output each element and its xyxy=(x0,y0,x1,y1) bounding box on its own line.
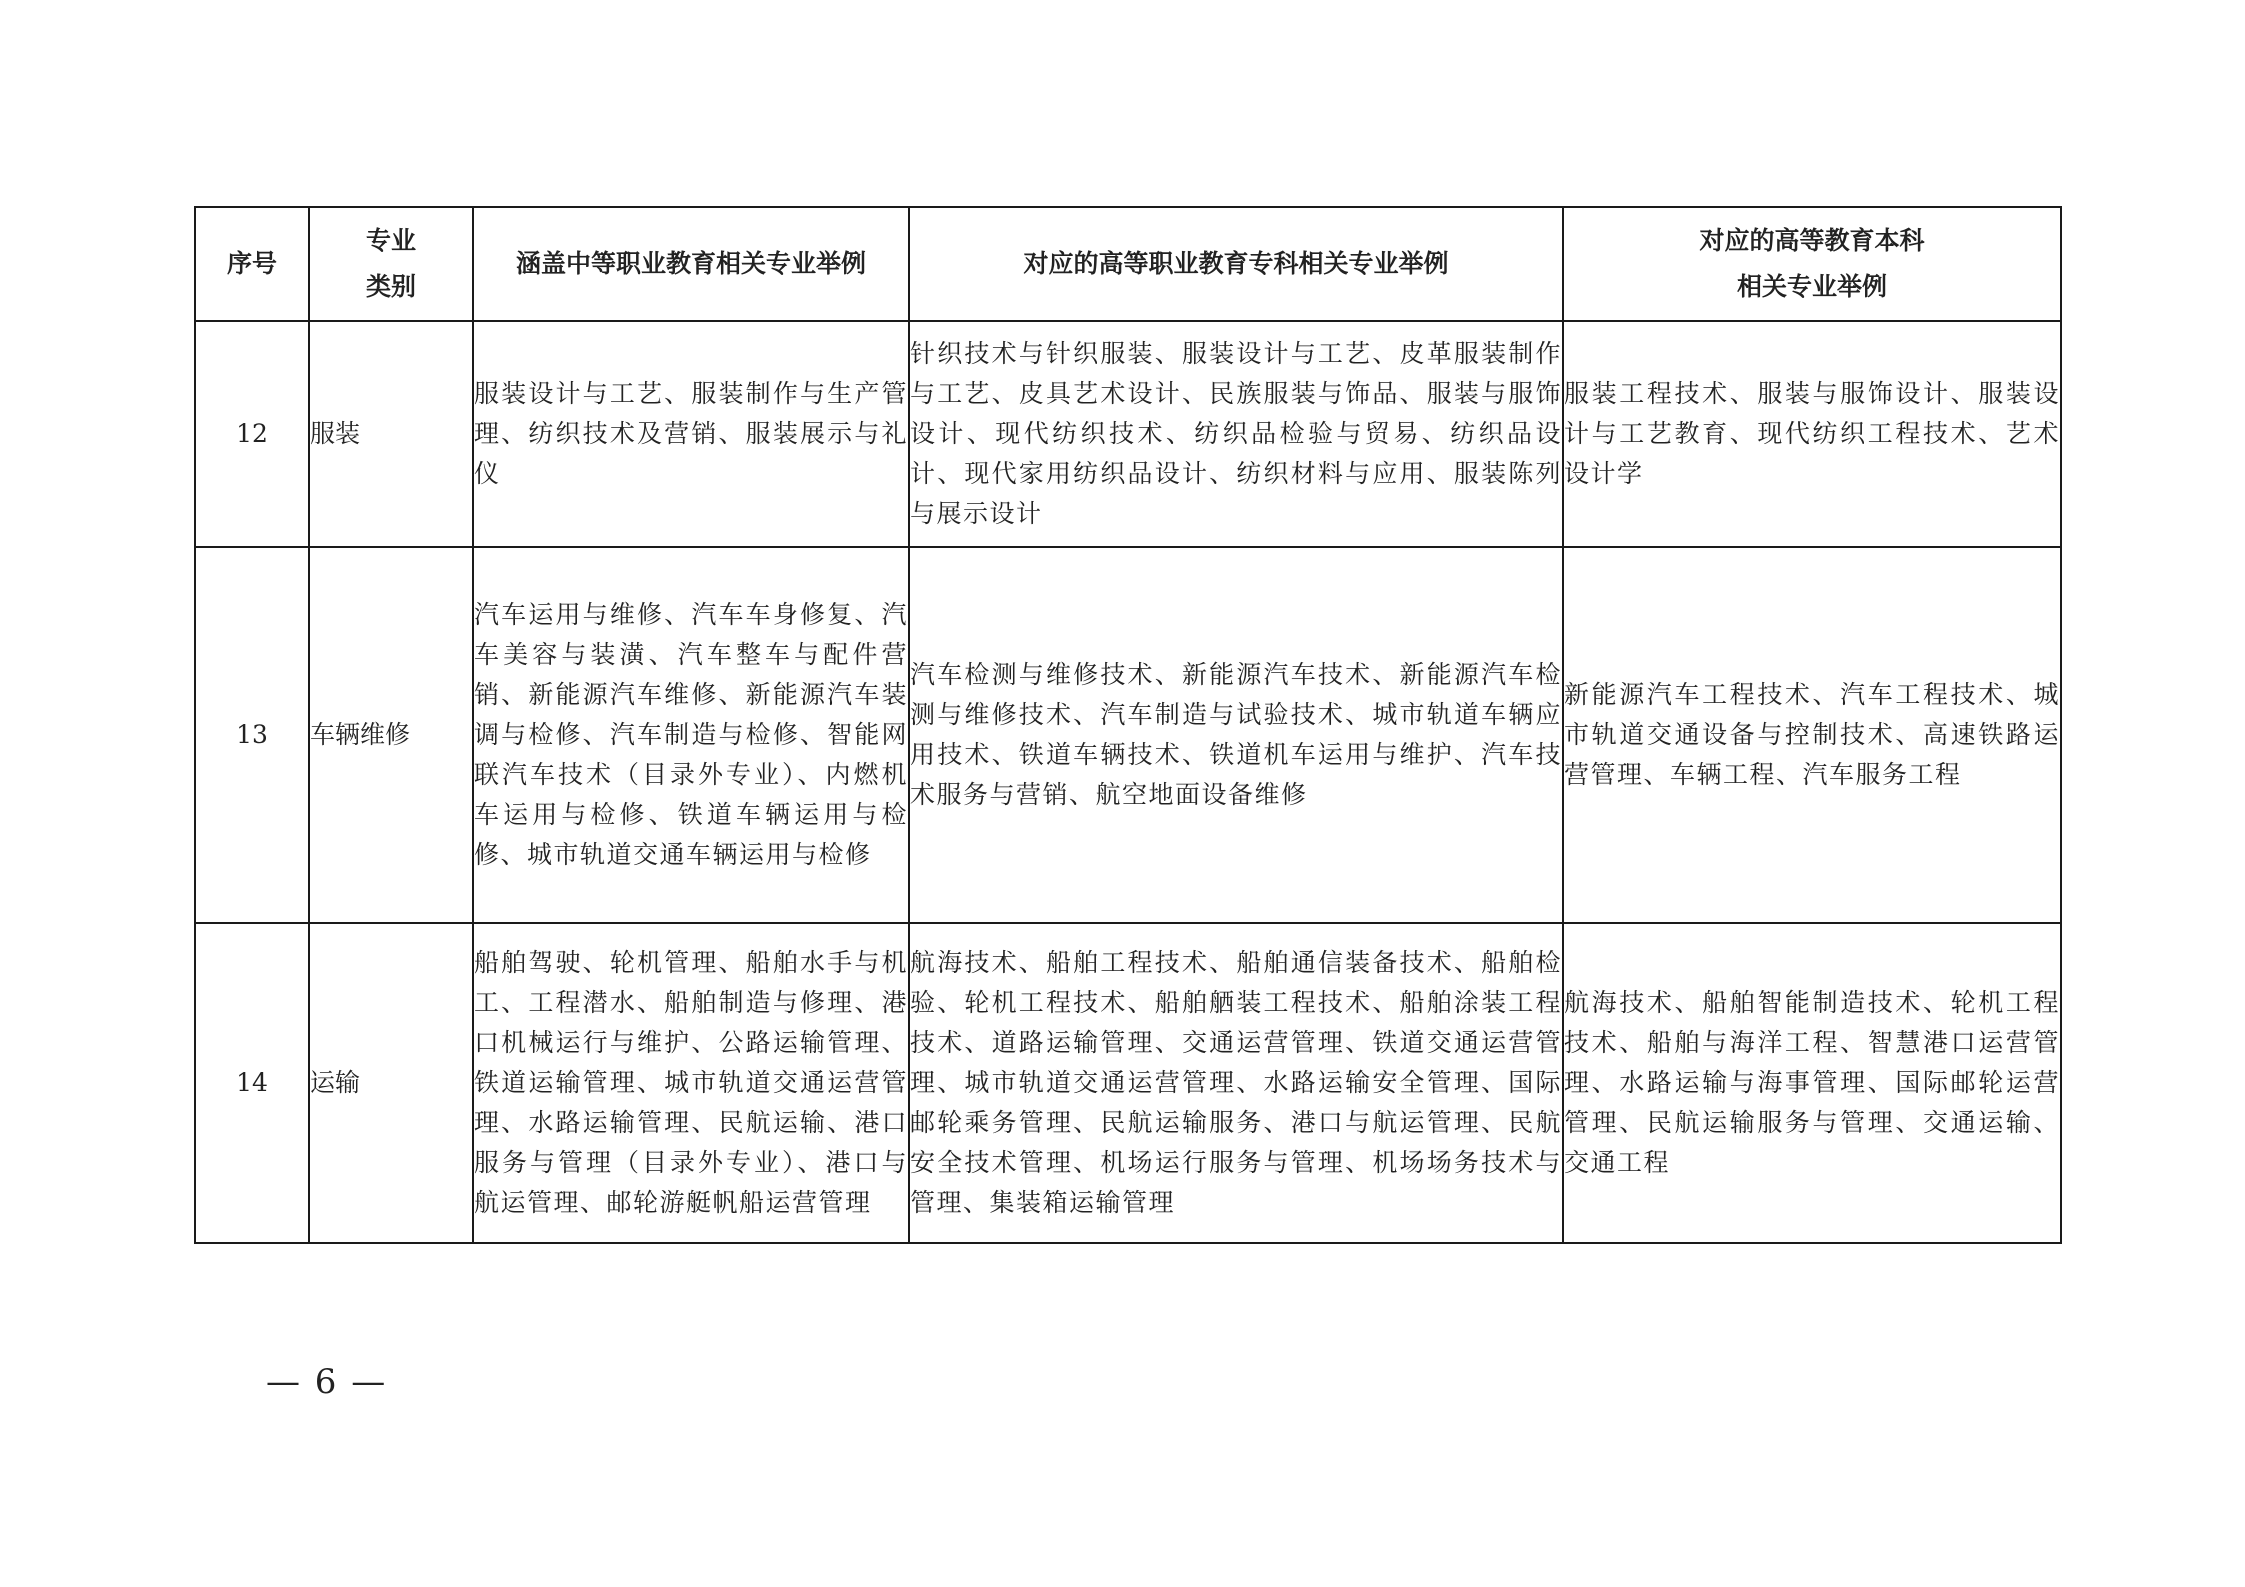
row-secondary-majors: 汽车运用与维修、汽车车身修复、汽车美容与装潢、汽车整车与配件营销、新能源汽车维修、新能源汽车装调与检修、汽车制造与检修、智能网联汽车技术（目录外专业）、内燃机车运用与检修、铁道车辆运用与检修、城市轨道交通车辆运用与检修 xyxy=(473,547,909,923)
header-category-line2: 类别 xyxy=(365,272,416,301)
header-category xyxy=(309,207,473,321)
table-row xyxy=(195,321,2061,547)
header-secondary: 涵盖中等职业教育相关专业举例 xyxy=(473,207,909,321)
row-category: 运输 xyxy=(309,923,473,1243)
major-catalog-table xyxy=(194,206,2062,1244)
row-secondary-majors: 服装设计与工艺、服装制作与生产管理、纺织技术及营销、服装展示与礼仪 xyxy=(473,321,909,547)
row-category: 服装 xyxy=(309,321,473,547)
header-bachelor xyxy=(1563,207,2061,321)
header-bachelor-line2: 相关专业举例 xyxy=(1736,272,1887,301)
row-higher-vocational-majors: 针织技术与针织服装、服装设计与工艺、皮革服装制作与工艺、皮具艺术设计、民族服装与饰品、服装与服饰设计、现代纺织技术、纺织品检验与贸易、纺织品设计、现代家用纺织品设计、纺织材料与应用、服装陈列与展示设计 xyxy=(909,321,1563,547)
row-higher-vocational-majors: 汽车检测与维修技术、新能源汽车技术、新能源汽车检测与维修技术、汽车制造与试验技术、城市轨道车辆应用技术、铁道车辆技术、铁道机车运用与维护、汽车技术服务与营销、航空地面设备维修 xyxy=(909,547,1563,923)
row-number: 14 xyxy=(195,923,309,1243)
row-number: 13 xyxy=(195,547,309,923)
header-no: 序号 xyxy=(195,207,309,321)
row-bachelor-majors: 服装工程技术、服装与服饰设计、服装设计与工艺教育、现代纺织工程技术、艺术设计学 xyxy=(1563,321,2061,547)
table-row xyxy=(195,547,2061,923)
row-bachelor-majors: 新能源汽车工程技术、汽车工程技术、城市轨道交通设备与控制技术、高速铁路运营管理、车辆工程、汽车服务工程 xyxy=(1563,547,2061,923)
table-header-row xyxy=(195,207,2061,321)
row-secondary-majors: 船舶驾驶、轮机管理、船舶水手与机工、工程潜水、船舶制造与修理、港口机械运行与维护、公路运输管理、铁道运输管理、城市轨道交通运营管理、水路运输管理、民航运输、港口服务与管理（目录外专业）、港口与航运管理、邮轮游艇帆船运营管理 xyxy=(473,923,909,1243)
table-row xyxy=(195,923,2061,1243)
page-number: — 6 — xyxy=(266,1362,388,1402)
header-category-line1: 专业 xyxy=(365,226,416,255)
row-bachelor-majors: 航海技术、船舶智能制造技术、轮机工程技术、船舶与海洋工程、智慧港口运营管理、水路运输与海事管理、国际邮轮运营管理、民航运输服务与管理、交通运输、交通工程 xyxy=(1563,923,2061,1243)
row-number: 12 xyxy=(195,321,309,547)
header-bachelor-line1: 对应的高等教育本科 xyxy=(1699,226,1925,255)
row-higher-vocational-majors: 航海技术、船舶工程技术、船舶通信装备技术、船舶检验、轮机工程技术、船舶舾装工程技术、船舶涂装工程技术、道路运输管理、交通运营管理、铁道交通运营管理、城市轨道交通运营管理、水路运输安全管理、国际邮轮乘务管理、民航运输服务、港口与航运管理、民航安全技术管理、机场运行服务与管理、机场场务技术与管理、集装箱运输管理 xyxy=(909,923,1563,1243)
row-category: 车辆维修 xyxy=(309,547,473,923)
header-higher-vocational: 对应的高等职业教育专科相关专业举例 xyxy=(909,207,1563,321)
